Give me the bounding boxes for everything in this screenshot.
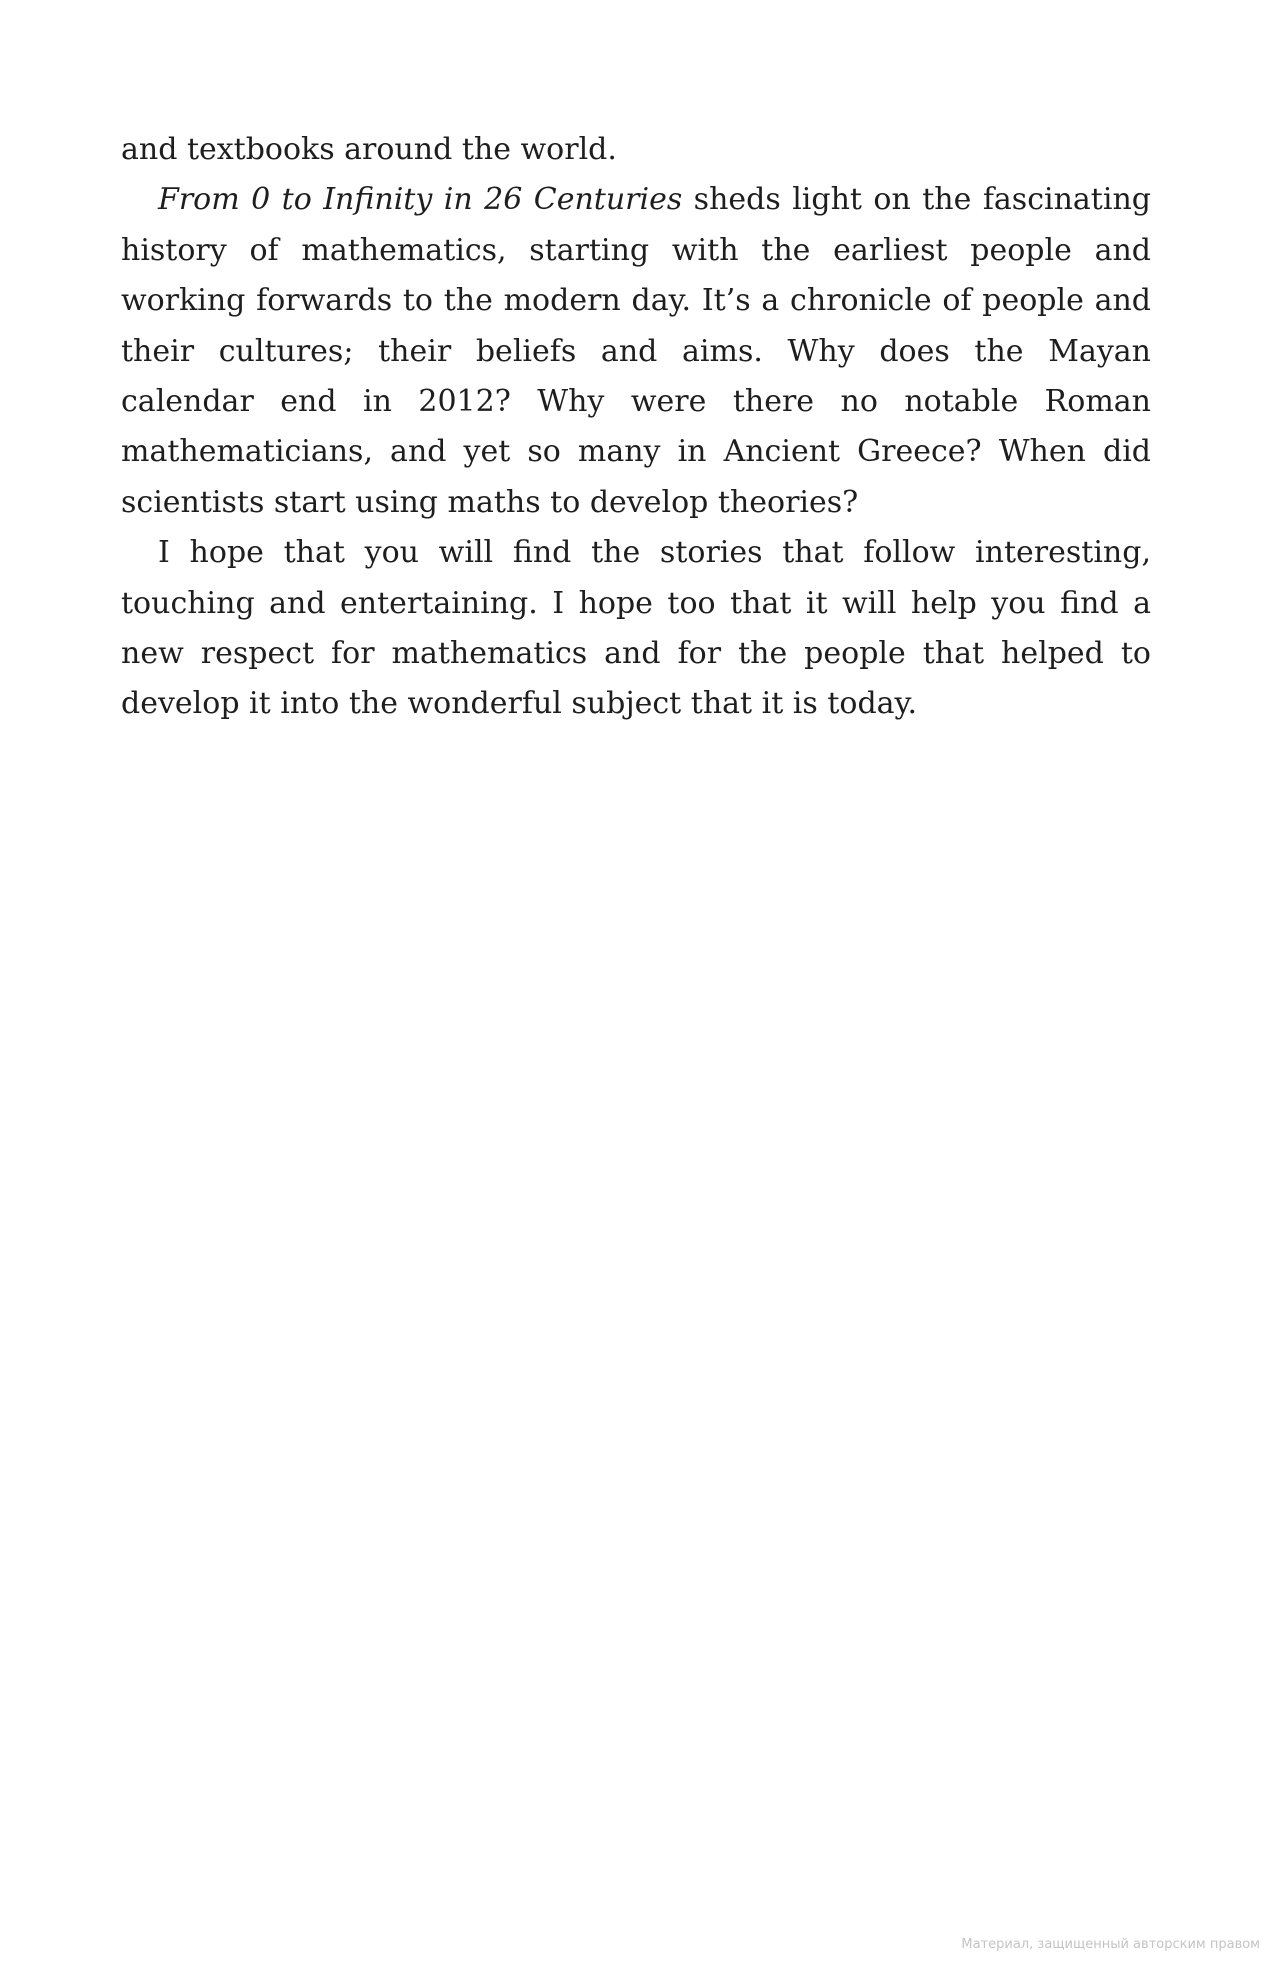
copyright-watermark: Материал, защищенный авторским правом <box>961 1937 1260 1952</box>
book-title: From 0 to Infinity in 26 Centuries <box>158 182 683 218</box>
paragraph-book-intro <box>121 175 1151 528</box>
continuation-paragraph: and textbooks around the world. <box>121 132 617 167</box>
paragraph-author-hope: I hope that you will find the stories that follow interesting, touching and entertaining. I hope too that it will help you find a new respect for mathematics and for the people that helped to develop it into the wonderful subject that it is today. <box>121 535 1151 722</box>
page-body-text <box>121 125 1151 730</box>
paragraph-book-intro-text: sheds light on the fascinating history of mathematics, starting with the earliest people and working forwards to the modern day. It’s a chronicle of people and their cultures; their beliefs and aims. Why does the Mayan calendar end in 2012? Why were there no notable Roman mathematicians, and yet so many in Ancient Greece? When did scientists start using maths to develop theories? <box>121 182 1151 520</box>
